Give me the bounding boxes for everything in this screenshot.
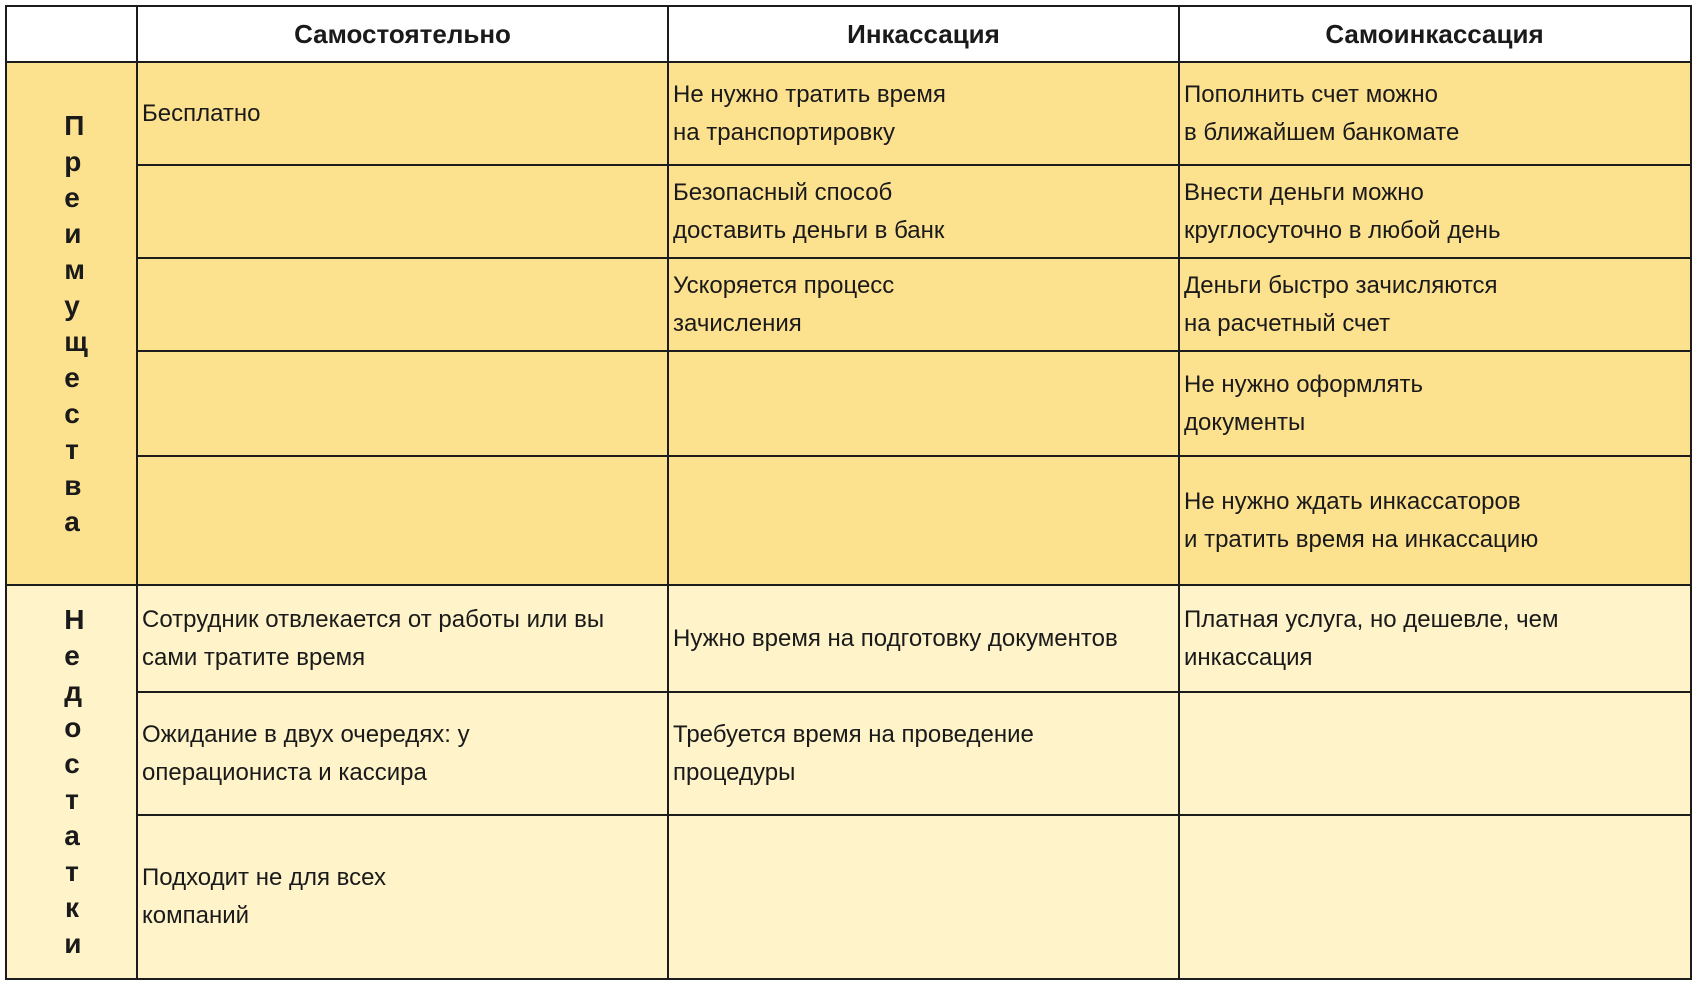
- cell-text: Деньги быстро зачисляются на расчетный счет: [1184, 271, 1498, 337]
- disadvantage-row-3-self: [137, 815, 668, 978]
- cell-text: Бесплатно: [142, 99, 261, 127]
- row-divider: [137, 814, 1690, 816]
- cell-text: Не нужно оформлять документы: [1184, 370, 1423, 436]
- advantage-row-1-self-collection: [1179, 62, 1690, 165]
- row-divider: [137, 257, 1690, 259]
- advantage-row-5-self-collection: [1179, 456, 1690, 585]
- header-corner: [7, 7, 137, 62]
- disadvantage-row-3-self-collection: [1179, 815, 1690, 978]
- disadvantage-row-1-self-collection: [1179, 585, 1690, 692]
- advantage-row-2-collection: [668, 165, 1179, 258]
- advantage-row-4-self-collection: [1179, 351, 1690, 456]
- advantage-row-2-self-collection: [1179, 165, 1690, 258]
- cell-text: Платная услуга, но дешевле, чем инкассация: [1184, 605, 1559, 671]
- disadvantage-row-2-self: [137, 692, 668, 815]
- advantage-row-3-self-collection: [1179, 258, 1690, 351]
- disadvantage-row-2-self-collection: [1179, 692, 1690, 815]
- cell-text: Пополнить счет можно в ближайшем банкомате: [1184, 80, 1460, 146]
- row-divider: [137, 691, 1690, 693]
- cell-text: Не нужно ждать инкассаторов и тратить время на инкассацию: [1184, 487, 1539, 553]
- column-header-collection: Инкассация: [668, 7, 1179, 62]
- row-divider: [137, 350, 1690, 352]
- disadvantage-row-1-collection: [668, 585, 1179, 692]
- cell-text: Ожидание в двух очередях: у операциониста и кассира: [142, 720, 470, 786]
- column-header-self: Самостоятельно: [137, 7, 668, 62]
- cell-text: Ускоряется процесс зачисления: [673, 271, 895, 337]
- advantage-row-1-collection: [668, 62, 1179, 165]
- row-divider: [137, 164, 1690, 166]
- disadvantages-side-label: [7, 585, 137, 978]
- cell-text: Требуется время на проведение процедуры: [673, 720, 1034, 786]
- advantage-row-3-self: [137, 258, 668, 351]
- row-divider: [7, 61, 1690, 63]
- cell-text: Нужно время на подготовку документов: [673, 624, 1118, 652]
- cell-text: Сотрудник отвлекается от работы или вы сами тратите время: [142, 605, 605, 671]
- disadvantage-row-2-collection: [668, 692, 1179, 815]
- row-divider: [137, 455, 1690, 457]
- advantage-row-3-collection: [668, 258, 1179, 351]
- disadvantages-label-text: Недостатки: [64, 603, 85, 959]
- advantages-label-text: Преимущества: [64, 109, 88, 537]
- advantage-row-1-self: [137, 62, 668, 165]
- advantage-row-5-collection: [668, 456, 1179, 585]
- advantage-row-2-self: [137, 165, 668, 258]
- column-header-self-collection: Самоинкассация: [1179, 7, 1690, 62]
- cell-text: Безопасный способ доставить деньги в банк: [673, 178, 945, 244]
- advantage-row-4-self: [137, 351, 668, 456]
- disadvantage-row-3-collection: [668, 815, 1179, 978]
- advantages-side-label: [7, 62, 137, 585]
- column-divider: [136, 7, 138, 978]
- cell-text: Не нужно тратить время на транспортировку: [673, 80, 946, 146]
- cell-text: Подходит не для всех компаний: [142, 863, 386, 929]
- section-divider: [7, 584, 1690, 586]
- disadvantage-row-1-self: [137, 585, 668, 692]
- cell-text: Внести деньги можно круглосуточно в любой день: [1184, 178, 1501, 244]
- advantage-row-4-collection: [668, 351, 1179, 456]
- column-divider: [1178, 7, 1180, 978]
- advantage-row-5-self: [137, 456, 668, 585]
- comparison-table: [5, 5, 1692, 980]
- column-divider: [667, 7, 669, 978]
